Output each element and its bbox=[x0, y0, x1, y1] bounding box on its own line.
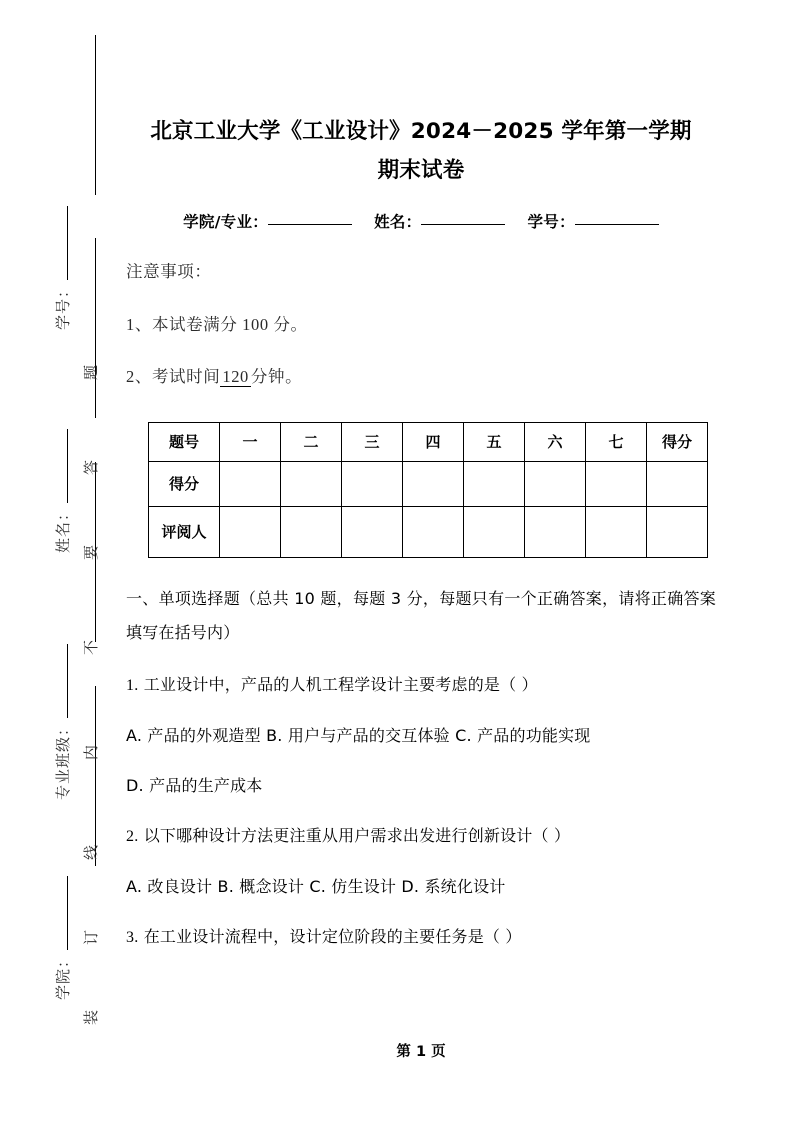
note-item-2 bbox=[126, 369, 716, 386]
question-3-stem bbox=[126, 922, 716, 953]
name-input[interactable] bbox=[421, 224, 505, 225]
binding-field-class[interactable] bbox=[52, 644, 73, 800]
binding-rule-segment-2 bbox=[95, 238, 96, 418]
student-id-label: 学号： bbox=[527, 213, 575, 231]
note-item-2-suffix: 分钟。 bbox=[250, 367, 303, 386]
score-cell-6[interactable] bbox=[525, 461, 586, 506]
note-item-2-prefix: 2、考试时间 bbox=[126, 367, 221, 386]
score-table-col-5: 五 bbox=[464, 422, 525, 461]
college-major-input[interactable] bbox=[268, 224, 352, 225]
marker-cell-1[interactable] bbox=[220, 506, 281, 557]
page-title-line-1: 北京工业大学《工业设计》2024－2025 学年第一学期 bbox=[150, 119, 692, 144]
seal-char-7: 订 bbox=[84, 929, 100, 945]
table-row bbox=[149, 506, 708, 557]
score-table-row-label-1: 得分 bbox=[149, 461, 220, 506]
seal-char-5: 内 bbox=[84, 744, 100, 760]
score-table-col-2: 二 bbox=[281, 422, 342, 461]
binding-field-college[interactable] bbox=[52, 876, 73, 1000]
score-table-row-label-0: 题号 bbox=[149, 422, 220, 461]
student-id-input[interactable] bbox=[575, 224, 659, 225]
page-title-line-2: 期末试卷 bbox=[377, 158, 465, 183]
page-title bbox=[126, 0, 716, 190]
binding-field-name-blank[interactable] bbox=[67, 429, 68, 503]
score-table-col-6: 六 bbox=[525, 422, 586, 461]
marker-cell-7[interactable] bbox=[586, 506, 647, 557]
score-table-col-total: 得分 bbox=[647, 422, 708, 461]
score-cell-2[interactable] bbox=[281, 461, 342, 506]
score-table-col-3: 三 bbox=[342, 422, 403, 461]
section-heading-1: 一、单项选择题（总共 10 题，每题 3 分，每题只有一个正确答案，请将正确答案填写在括号内） bbox=[126, 588, 716, 642]
exam-duration-value: 120 bbox=[222, 367, 249, 386]
score-cell-3[interactable] bbox=[342, 461, 403, 506]
score-cell-5[interactable] bbox=[464, 461, 525, 506]
binding-margin bbox=[0, 0, 112, 1122]
binding-field-name[interactable] bbox=[52, 429, 73, 553]
question-2-options-line-1[interactable]: A. 改良设计 B. 概念设计 C. 仿生设计 D. 系统化设计 bbox=[126, 876, 506, 896]
binding-field-student-id[interactable] bbox=[52, 206, 73, 330]
notes-heading: 注意事项： bbox=[126, 262, 212, 281]
college-major-label: 学院/专业： bbox=[183, 213, 269, 231]
question-2-number: 2. bbox=[126, 827, 139, 845]
score-table-col-4: 四 bbox=[403, 422, 464, 461]
marker-cell-2[interactable] bbox=[281, 506, 342, 557]
score-cell-total[interactable] bbox=[647, 461, 708, 506]
seal-char-1: 题 bbox=[84, 364, 100, 380]
question-2-text: 以下哪种设计方法更注重从用户需求出发进行创新设计（ ） bbox=[143, 825, 571, 845]
marker-cell-6[interactable] bbox=[525, 506, 586, 557]
question-1-options-line-2[interactable]: D. 产品的生产成本 bbox=[126, 775, 263, 795]
score-cell-7[interactable] bbox=[586, 461, 647, 506]
binding-field-student-id-blank[interactable] bbox=[67, 206, 68, 280]
score-cell-1[interactable] bbox=[220, 461, 281, 506]
marker-cell-3[interactable] bbox=[342, 506, 403, 557]
binding-field-class-label: 专业班级： bbox=[56, 719, 72, 800]
marker-cell-total[interactable] bbox=[647, 506, 708, 557]
seal-char-3: 要 bbox=[84, 544, 100, 560]
exam-content bbox=[126, 0, 716, 953]
marker-cell-4[interactable] bbox=[403, 506, 464, 557]
binding-field-class-blank[interactable] bbox=[67, 644, 68, 718]
question-1-text: 工业设计中，产品的人机工程学设计主要考虑的是（ ） bbox=[143, 674, 538, 694]
seal-char-6: 线 bbox=[84, 844, 100, 860]
student-identity-line bbox=[126, 210, 716, 232]
score-table-col-1: 一 bbox=[220, 422, 281, 461]
question-3-number: 3. bbox=[126, 928, 139, 946]
table-row bbox=[149, 461, 708, 506]
page-footer: 第 1 页 bbox=[396, 1044, 446, 1060]
binding-rule-segment-4 bbox=[95, 686, 96, 866]
binding-rule-segment-1 bbox=[95, 35, 96, 195]
question-1-stem bbox=[126, 670, 716, 701]
binding-field-college-label: 学院： bbox=[56, 951, 72, 1000]
seal-char-2: 答 bbox=[84, 459, 100, 475]
binding-field-name-label: 姓名： bbox=[56, 504, 72, 553]
question-2-stem bbox=[126, 821, 716, 852]
score-table-col-7: 七 bbox=[586, 422, 647, 461]
note-item-1: 1、本试卷满分 100 分。 bbox=[126, 314, 308, 334]
score-table bbox=[148, 422, 708, 558]
marker-cell-5[interactable] bbox=[464, 506, 525, 557]
question-1-number: 1. bbox=[126, 676, 139, 694]
question-1-options-line-1[interactable]: A. 产品的外观造型 B. 用户与产品的交互体验 C. 产品的功能实现 bbox=[126, 725, 591, 745]
score-table-row-label-2: 评阅人 bbox=[149, 506, 220, 557]
binding-field-college-blank[interactable] bbox=[67, 876, 68, 950]
table-row bbox=[149, 422, 708, 461]
seal-char-4: 不 bbox=[84, 639, 100, 655]
seal-char-8: 装 bbox=[84, 1009, 100, 1025]
score-cell-4[interactable] bbox=[403, 461, 464, 506]
question-3-text: 在工业设计流程中，设计定位阶段的主要任务是（ ） bbox=[143, 926, 522, 946]
binding-field-student-id-label: 学号： bbox=[56, 281, 72, 330]
name-label: 姓名： bbox=[374, 213, 422, 231]
